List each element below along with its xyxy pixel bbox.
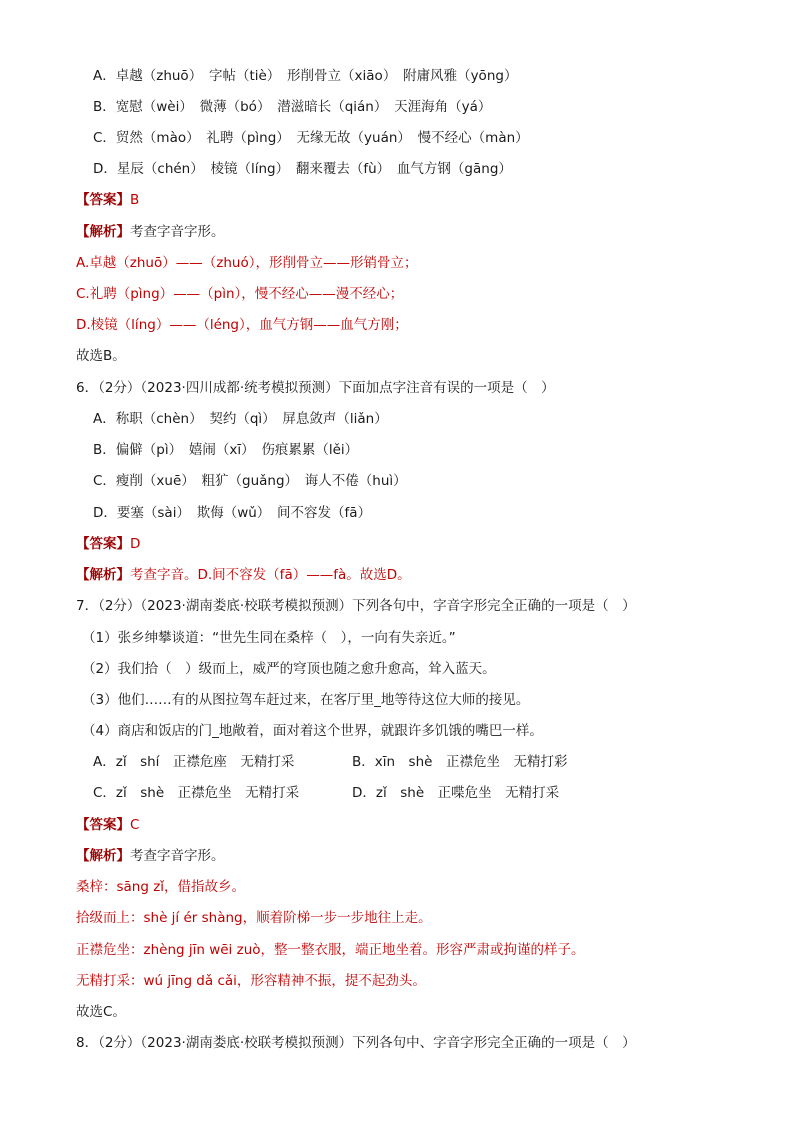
analysis-tag: 【解析】 (76, 224, 130, 240)
q5-analysis (76, 222, 225, 242)
answer-tag: 【答案】 (76, 536, 130, 552)
q6-option-a: A．称职（chèn） 契约（qì） 屏息敛声（liǎn） (93, 411, 388, 427)
answer-value: B (130, 192, 140, 208)
q5-option-b: B．宽慰（wèi） 微薄（bó） 潜滋暗长（qián） 天涯海角（yá） (93, 99, 492, 115)
q6-option-c: C．瘦削（xuē） 粗犷（guǎng） 诲人不倦（huì） (93, 473, 407, 489)
q7-option-b: B．xīn shè 正襟危坐 无精打彩 (352, 754, 568, 770)
q5-answer (76, 190, 139, 210)
q7-detail-4: 无精打采：wú jīng dǎ cǎi，形容精神不振，提不起劲头。 (76, 973, 426, 989)
q7-conclusion: 故选C。 (76, 1004, 126, 1020)
q7-option-d: D．zǐ shè 正喋危坐 无精打采 (352, 785, 560, 801)
analysis-text: 考查字音字形。 (130, 848, 225, 864)
q7-stem: 7．（2分）（2023·湖南娄底·校联考模拟预测）下列各句中，字音字形完全正确的一项是（ ） (76, 598, 636, 614)
q6-option-d: D．要塞（sài） 欺侮（wǔ） 间不容发（fā） (93, 505, 372, 521)
q5-detail-c: C.礼聘（pìng）——（pìn），慢不经心——漫不经心； (76, 286, 404, 302)
q6-stem: 6．（2分）（2023·四川成都·统考模拟预测）下面加点字注音有误的一项是（ ） (76, 380, 555, 396)
q7-analysis (76, 846, 225, 866)
q7-sentence-4: （4）商店和饭店的门_地敞着，面对着这个世界，就跟许多饥饿的嘴巴一样。 (82, 723, 543, 739)
q7-sentence-2: （2）我们拾（ ）级而上，威严的穹顶也随之愈升愈高，耸入蓝天。 (82, 661, 496, 677)
analysis-text: 考查字音字形。 (130, 224, 225, 240)
answer-value: C (130, 817, 140, 833)
q5-option-a: A．卓越（zhuō） 字帖（tiè） 形削骨立（xiāo） 附庸风雅（yōng） (93, 68, 518, 84)
q5-detail-d: D.棱镜（líng）——（léng），血气方钢——血气方刚； (76, 317, 408, 333)
q6-analysis (76, 565, 411, 585)
q7-answer (76, 815, 139, 835)
q7-option-c: C．zǐ shè 正襟危坐 无精打采 (93, 785, 300, 801)
q5-detail-a: A.卓越（zhuō）——（zhuó），形削骨立——形销骨立； (76, 255, 418, 271)
answer-tag: 【答案】 (76, 817, 130, 833)
q5-option-c: C．贸然（mào） 礼聘（pìng） 无缘无故（yuán） 慢不经心（màn） (93, 130, 529, 146)
q8-stem: 8．（2分）（2023·湖南娄底·校联考模拟预测）下列各句中、字音字形完全正确的一项是（ ） (76, 1035, 636, 1051)
q7-sentence-3: （3）他们……有的从图拉驾车赶过来，在客厅里_地等待这位大师的接见。 (82, 692, 530, 708)
q6-option-b: B．偏僻（pì） 嬉闹（xī） 伤痕累累（lěi） (93, 442, 359, 458)
q6-answer (76, 534, 140, 554)
q7-detail-2: 拾级而上：shè jí ér shàng，顺着阶梯一步一步地往上走。 (76, 910, 432, 926)
q5-option-d: D．星辰（chén） 棱镜（líng） 翻来覆去（fù） 血气方钢（gāng） (93, 161, 512, 177)
q5-conclusion: 故选B。 (76, 348, 126, 364)
q7-detail-1: 桑梓：sāng zǐ，借指故乡。 (76, 879, 246, 895)
q7-option-a: A．zǐ shí 正襟危座 无精打采 (93, 754, 295, 770)
answer-value: D (130, 536, 141, 552)
q7-detail-3: 正襟危坐：zhèng jīn wēi zuò，整一整衣服，端正地坐着。形容严肃或拘谨的样子。 (76, 942, 585, 958)
q7-sentence-1: （1）张乡绅攀谈道：“世先生同在桑梓（ ），一向有失亲近。” (82, 630, 456, 646)
analysis-text: 考查字音。D.间不容发（fā）——fà。故选D。 (130, 567, 411, 583)
answer-tag: 【答案】 (76, 192, 130, 208)
analysis-tag: 【解析】 (76, 848, 130, 864)
analysis-tag: 【解析】 (76, 567, 130, 583)
